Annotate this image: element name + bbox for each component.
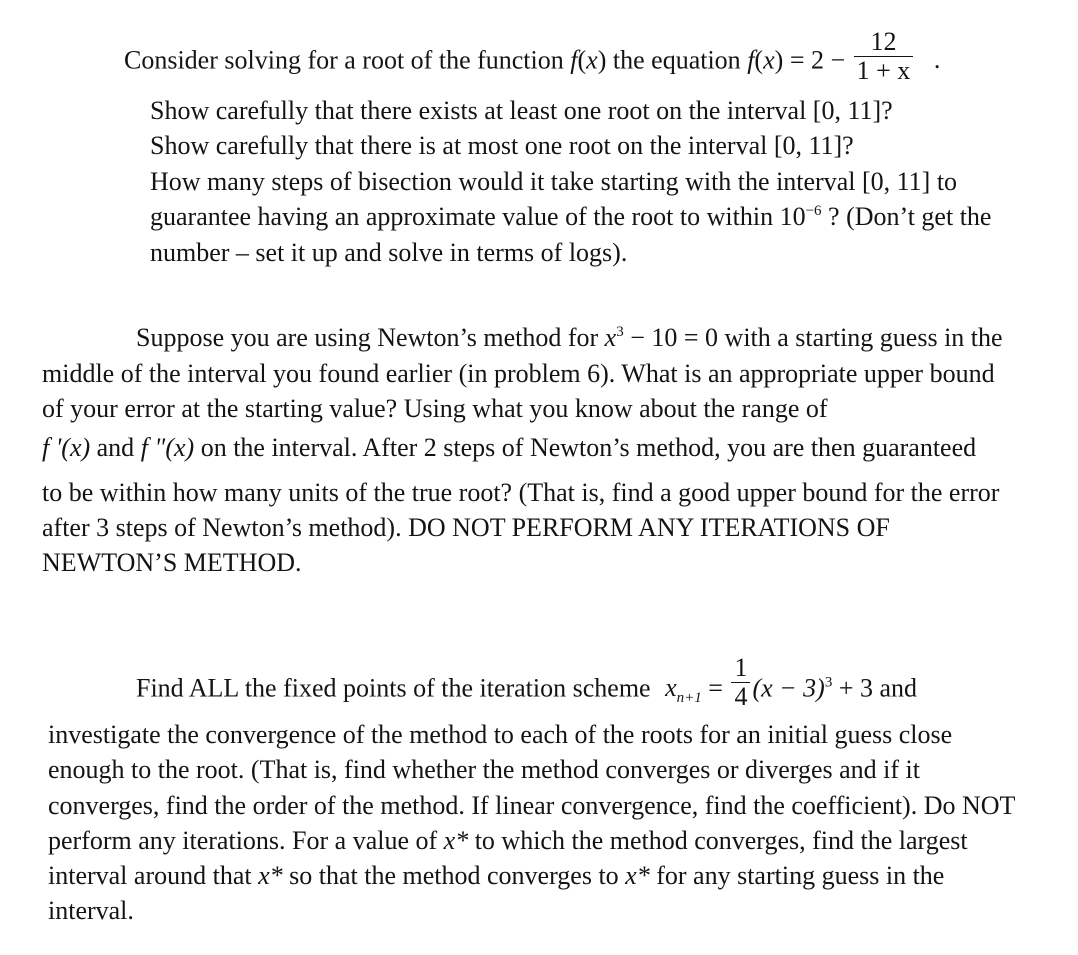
fraction-denominator: 1 + x [856,56,911,85]
problem3-line3: enough to the root. (That is, find whether the method converges or diverges and if it [48,755,920,784]
problem2-line4: f '(x) and f "(x) on the interval. After 2 steps of Newton’s method, you are then guaranteed [42,433,977,462]
equation-label: the equation [612,45,741,75]
problem3-line2: investigate the convergence of the method to each of the roots for an initial guess close [48,720,953,749]
problem1-question-c-line2: guarantee having an approximate value of the root to within $10^{-6}$ ? (Don’t get the [150,202,992,231]
tolerance-exponent: −6 [805,203,822,219]
problem2-line1: Suppose you are using Newton’s method for $x^3 - 10 = 0$ with a starting guess in the [136,323,1003,352]
problem3-line5: perform any iterations. For a value of x* to which the method converges, find the largest [48,826,968,855]
fraction-numerator: 12 [854,28,914,57]
iteration-fraction: $\frac{1}{4}$ [731,654,750,711]
problem2-line6: after 3 steps of Newton’s method). DO NOT PERFORM ANY ITERATIONS OF [42,513,890,542]
problem3-line7: interval. [48,896,134,925]
x-star: x* [443,826,469,855]
equation-fraction [854,28,914,85]
equation-end-dot: . [933,45,941,75]
problem1-line1 [124,27,941,91]
problem1-question-c-line3: number – set it up and solve in terms of logs). [150,238,628,267]
problem2-line3: of your error at the starting value? Using what you know about the range of [42,394,828,423]
f-prime: f '(x) [42,433,91,462]
problem2-line5: to be within how many units of the true root? (That is, find a good upper bound for the error [42,478,1000,507]
iteration-paren: (x − 3) [752,673,825,703]
problem1-question-c-line1: How many steps of bisection would it take starting with the interval [0, 11] to [150,167,958,196]
equation-rhs-constant: = 2 − [789,45,846,75]
problem2-line7: NEWTON’S METHOD. [42,548,302,577]
function-name: f(x) [570,45,607,75]
problem3-line4: converges, find the order of the method. If linear convergence, find the coefficient). Do NOT [48,791,1016,820]
problem3-line1: Find ALL the fixed points of the iteration scheme $x_{n+1}$ = $\frac{1}{4}$ $(x - 3)^3 + 3$ and [136,653,918,711]
equation-lhs: f(x) [747,45,784,75]
iteration-lhs: $x_{n+1}$ [665,673,702,707]
problem1-question-a: Show carefully that there exists at least one root on the interval [0, 11]? [150,96,893,125]
problem3-line6: interval around that x* so that the method converges to x* for any starting guess in the [48,861,945,890]
problem1-intro: Consider solving for a root of the function [124,45,564,75]
f-double-prime: f "(x) [140,433,195,462]
problem1-question-b: Show carefully that there is at most one root on the interval [0, 11]? [150,131,854,160]
problem2-line2: middle of the interval you found earlier (in problem 6). What is an appropriate upper bound [42,359,995,388]
